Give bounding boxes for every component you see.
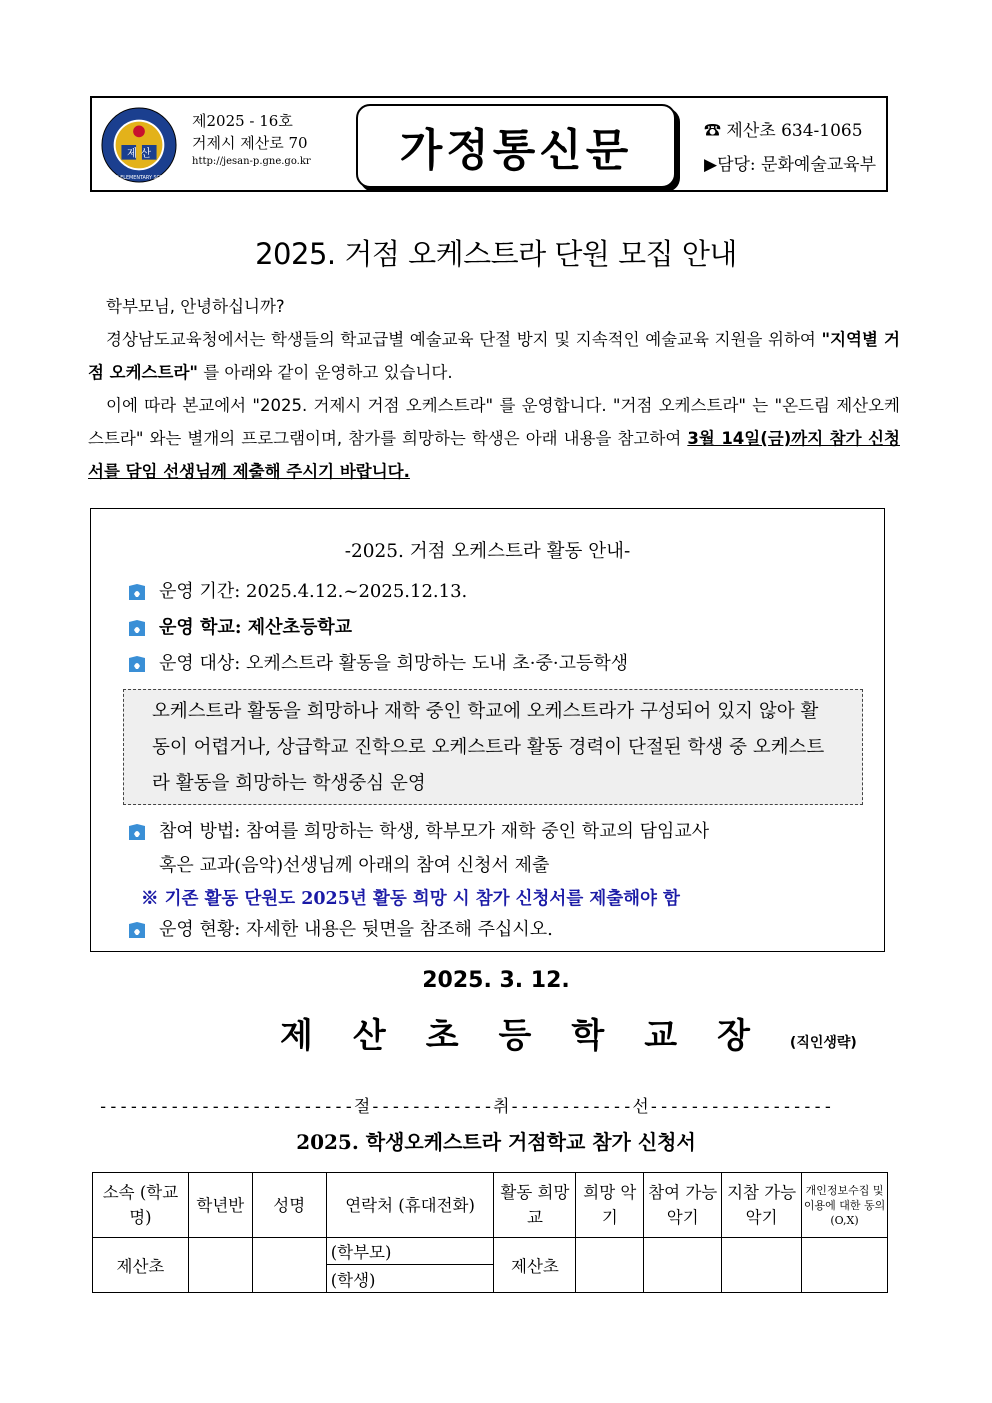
own-instrument-input[interactable] bbox=[722, 1238, 802, 1293]
principal-signature: 제산초등학교장(직인생략) bbox=[280, 1016, 857, 1056]
svg-text:제 산: 제 산 bbox=[126, 146, 152, 160]
info-item-period bbox=[127, 575, 467, 609]
greeting: 학부모님, 안녕하십니까? bbox=[106, 297, 285, 316]
operation-period: 운영 기간: 2025.4.12.~2025.12.13. bbox=[159, 581, 468, 602]
table-row bbox=[93, 1238, 888, 1265]
target-detail: 오케스트라 활동을 희망하나 재학 중인 학교에 오케스트라가 구성되어 있지 않아 활동이 어렵거나, 상급학교 진학으로 오케스트라 활동 경력이 단절된 학생 중 오케스트라 활동을 희망하는 학생중심 운영 bbox=[123, 689, 863, 805]
document-bullet-icon bbox=[127, 654, 147, 674]
school-address: 거제시 제산로 70 bbox=[192, 134, 308, 152]
student-phone-input[interactable]: (학생) bbox=[326, 1265, 494, 1293]
desired-instrument-input[interactable] bbox=[576, 1238, 644, 1293]
header-privacy-consent: 개인정보수집 및 이용에 대한 동의(O,X) bbox=[802, 1173, 888, 1238]
newsletter-header bbox=[90, 96, 888, 192]
playable-instrument-input[interactable] bbox=[644, 1238, 722, 1293]
document-bullet-icon bbox=[127, 582, 147, 602]
existing-member-notice: ※ 기존 활동 단원도 2025년 활동 희망 시 참가 신청서를 제출해야 함 bbox=[141, 889, 680, 909]
paragraph-2: 이에 따라 본교에서 "2025. 거제시 거점 오케스트라" 를 운영합니다. "거점 오케스트라" 는 "온드림 제산오케스트라" 와는 별개의 프로그램이며, 참가를 희망하는 학생은 아래 내용을 참고하여 3월 14일(금)까지 참가 신청서를 담임 선생님께 제출해 주시기 바랍니다. bbox=[88, 396, 900, 481]
info-item-status bbox=[127, 913, 553, 947]
header-affiliation: 소속 (학교명) bbox=[93, 1173, 189, 1238]
seal-omitted-note: (직인생략) bbox=[789, 1035, 857, 1051]
parent-phone-input[interactable]: (학부모) bbox=[326, 1238, 494, 1265]
svg-text:JESAN ELEMENTARY SCHOOL: JESAN ELEMENTARY SCHOOL bbox=[104, 175, 174, 182]
grade-class-input[interactable] bbox=[188, 1238, 252, 1293]
issue-info bbox=[192, 110, 311, 170]
affiliation-value: 제산초 bbox=[93, 1238, 189, 1293]
operation-status: 운영 현황: 자세한 내용은 뒷면을 참조해 주십시오. bbox=[159, 919, 553, 940]
document-bullet-icon bbox=[127, 920, 147, 940]
info-item-school bbox=[127, 611, 352, 645]
contact-info bbox=[704, 114, 876, 182]
application-form-title: 2025. 학생오케스트라 거점학교 참가 신청서 bbox=[296, 1130, 696, 1154]
operation-target: 운영 대상: 오케스트라 활동을 희망하는 도내 초·중·고등학생 bbox=[159, 653, 629, 674]
header-host-school: 활동 희망교 bbox=[494, 1173, 576, 1238]
info-item-method bbox=[127, 815, 709, 883]
info-box-title: -2025. 거점 오케스트라 활동 안내- bbox=[344, 541, 631, 562]
document-bullet-icon bbox=[127, 822, 147, 842]
newsletter-title: 가정통신문 bbox=[356, 104, 676, 188]
activity-info-box bbox=[90, 508, 885, 952]
page-title: 2025. 거점 오케스트라 단원 모집 안내 bbox=[255, 237, 737, 271]
issue-number: 제2025 - 16호 bbox=[192, 112, 293, 130]
paragraph-1: 경상남도교육청에서는 학생들의 학교급별 예술교육 단절 방지 및 지속적인 예술교육 지원을 위하여 "지역별 거점 오케스트라" 를 아래와 같이 운영하고 있습니다. bbox=[88, 330, 900, 382]
phone-number: 제산초 634-1065 bbox=[726, 121, 863, 141]
letter-body bbox=[88, 290, 900, 488]
cut-line: -------------------------절------------취------------선------------------ bbox=[98, 1097, 834, 1117]
privacy-consent-input[interactable] bbox=[802, 1238, 888, 1293]
application-form-table bbox=[92, 1172, 888, 1293]
orchestra-program-name: "지역별 거점 오케스트라" bbox=[88, 330, 900, 382]
table-header-row bbox=[93, 1173, 888, 1238]
participation-method-1: 참여 방법: 참여를 희망하는 학생, 학부모가 재학 중인 학교의 담임교사 bbox=[159, 821, 710, 842]
participation-method-2: 혹은 교과(음악)선생님께 아래의 참여 신청서 제출 bbox=[159, 855, 550, 876]
name-input[interactable] bbox=[252, 1238, 326, 1293]
school-url[interactable]: http://jesan-p.gne.go.kr bbox=[192, 156, 311, 167]
host-school-value: 제산초 bbox=[494, 1238, 576, 1293]
document-bullet-icon bbox=[127, 618, 147, 638]
header-own-instrument: 지참 가능 악기 bbox=[722, 1173, 802, 1238]
info-item-target bbox=[127, 647, 628, 681]
header-playable-instrument: 참여 가능 악기 bbox=[644, 1173, 722, 1238]
header-name: 성명 bbox=[252, 1173, 326, 1238]
header-grade-class: 학년반 bbox=[188, 1173, 252, 1238]
operating-school: 운영 학교: 제산초등학교 bbox=[159, 617, 353, 638]
department: ▶담당: 문화예술교육부 bbox=[704, 155, 877, 175]
deadline-notice: 3월 14일(금)까지 참가 신청서를 담임 선생님께 제출해 주시기 바랍니다. bbox=[88, 429, 900, 481]
phone-icon: ☎ bbox=[704, 121, 721, 141]
issue-date: 2025. 3. 12. bbox=[422, 968, 570, 993]
header-desired-instrument: 희망 악기 bbox=[576, 1173, 644, 1238]
header-contact: 연락처 (휴대전화) bbox=[326, 1173, 494, 1238]
school-logo bbox=[100, 106, 178, 184]
